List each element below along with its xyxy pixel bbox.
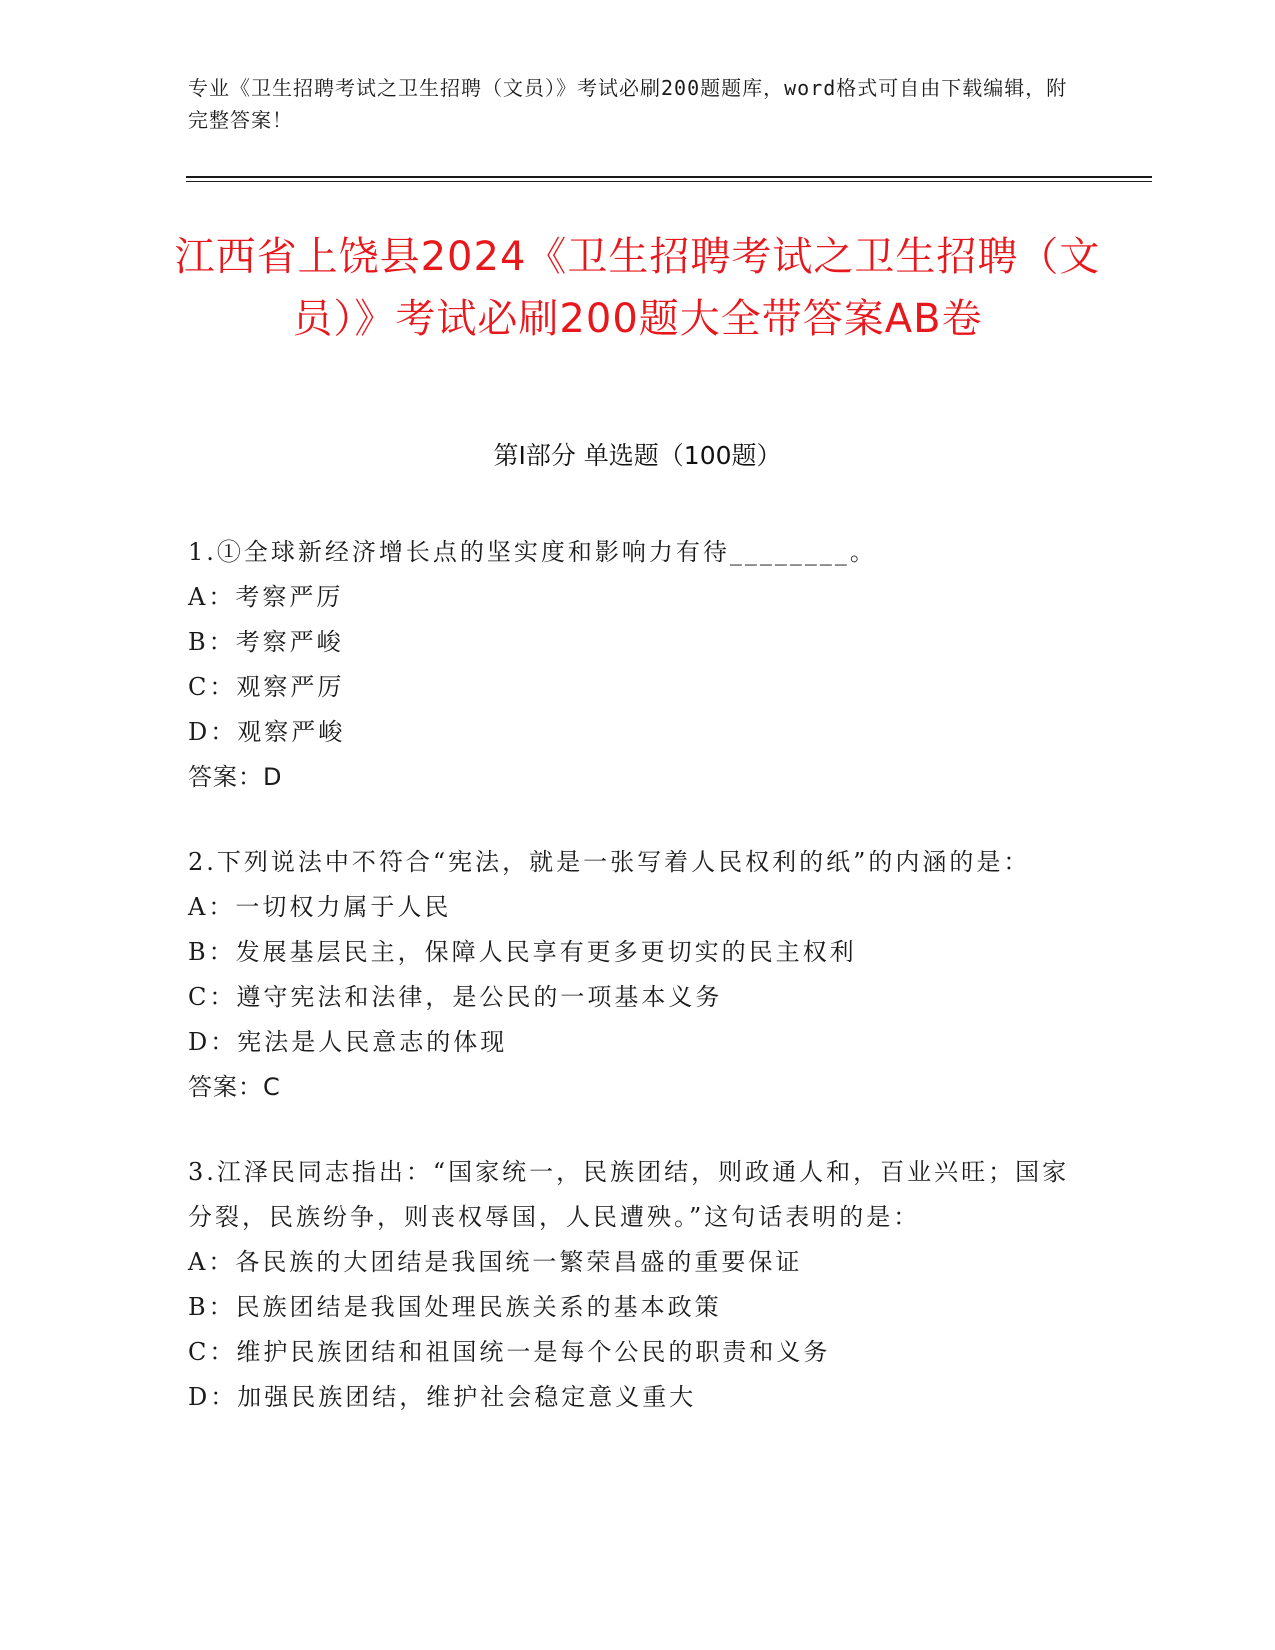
header-rule-thin <box>186 181 1152 182</box>
option-d: D：观察严峻 <box>188 718 346 746</box>
question-list <box>188 530 1088 1460</box>
option-c: C：维护民族团结和祖国统一是每个公民的职责和义务 <box>188 1338 831 1366</box>
question-3 <box>188 1150 1088 1420</box>
header-rule-thick <box>186 176 1152 178</box>
option-d: D：加强民族团结，维护社会稳定意义重大 <box>188 1383 697 1411</box>
header-note: 专业《卫生招聘考试之卫生招聘（文员）》考试必刷200题题库，word格式可自由下载编辑，附完整答案！ <box>188 76 1068 132</box>
option-b: B：民族团结是我国处理民族关系的基本政策 <box>188 1293 722 1321</box>
option-a: A：考察严厉 <box>188 583 344 611</box>
option-c: C：观察严厉 <box>188 673 345 701</box>
option-b: B：发展基层民主，保障人民享有更多更切实的民主权利 <box>188 938 857 966</box>
question-1 <box>188 530 1088 800</box>
option-c: C：遵守宪法和法律，是公民的一项基本义务 <box>188 983 723 1011</box>
option-b: B：考察严峻 <box>188 628 344 656</box>
option-a: A：一切权力属于人民 <box>188 893 452 921</box>
answer: 答案：D <box>188 763 283 791</box>
answer: 答案：C <box>188 1073 281 1101</box>
question-stem: 2.下列说法中不符合“宪法，就是一张写着人民权利的纸”的内涵的是： <box>188 848 1031 876</box>
document-title: 江西省上饶县2024《卫生招聘考试之卫生招聘（文员）》考试必刷200题大全带答案AB卷 <box>174 234 1101 342</box>
option-d: D：宪法是人民意志的体现 <box>188 1028 508 1056</box>
question-stem: 1.①全球新经济增长点的坚实度和影响力有待________。 <box>188 538 877 566</box>
section-heading: 第I部分 单选题（100题） <box>493 441 782 470</box>
option-a: A：各民族的大团结是我国统一繁荣昌盛的重要保证 <box>188 1248 803 1276</box>
question-stem: 3.江泽民同志指出：“国家统一，民族团结，则政通人和，百业兴旺；国家分裂，民族纷争，则丧权辱国，人民遭殃。”这句话表明的是： <box>188 1158 1070 1231</box>
question-2 <box>188 840 1088 1110</box>
